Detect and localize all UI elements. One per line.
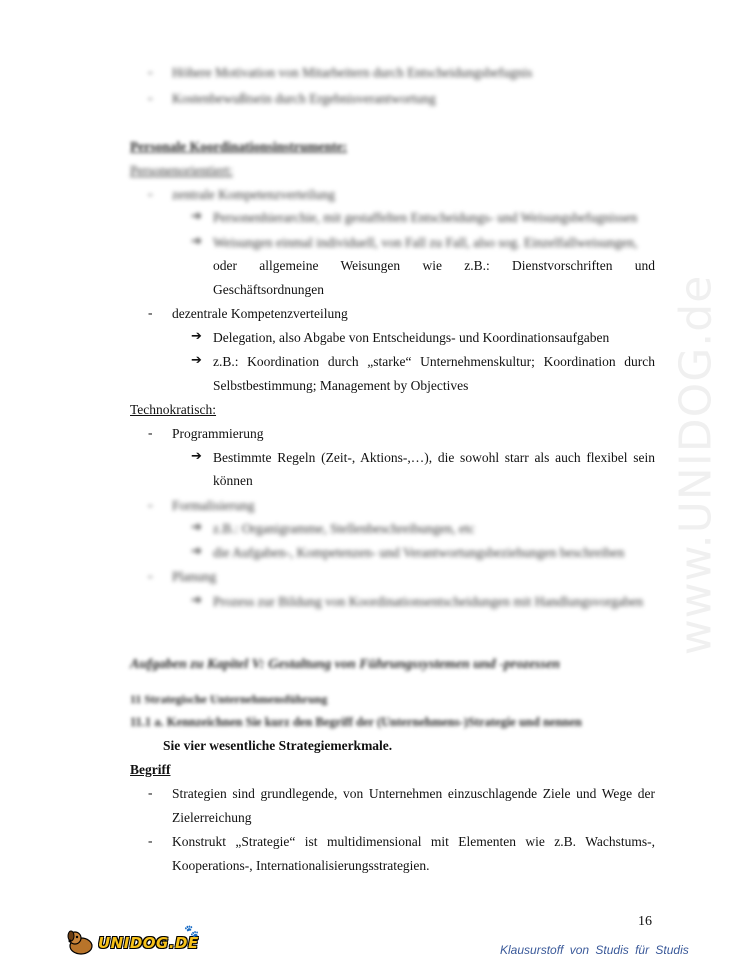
dash: - [148,785,153,800]
bullet-text: Programmierung [172,426,264,441]
question-text: 11.1 a. Kennzeichnen Sie kurz den Begriff der (Unternehmens-)Strategie und nennen [130,715,582,729]
arrow-text: Bestimmte Regeln (Zeit-, Aktions-,…), die sowohl starr als auch flexibel sein [213,450,655,465]
arrow-icon: ➔ [191,329,202,344]
dash: - [148,833,153,848]
bullet-text: Kooperations-, Internationalisierungsstrategien. [172,858,430,873]
bullet-text: Konstrukt „Strategie“ ist multidimensional mit Elementen wie z.B. Wachstums-, [172,834,655,849]
bullet-text: dezentrale Kompetenzverteilung [172,306,348,321]
dash: - [148,305,153,320]
arrow-icon: ➔ [191,593,202,608]
dash: - [148,64,153,79]
dash: - [148,90,153,105]
arrow-text: Delegation, also Abgabe von Entscheidungs- und Koordinationsaufgaben [213,330,610,345]
bullet-text: Planung [172,569,217,584]
logo-text: UNIDOG.DE [98,934,199,952]
chapter-heading: Aufgaben zu Kapitel V: Gestaltung von Führungssystemen und -prozessen [130,657,560,672]
arrow-text: Personenhierarchie, mit gestaffelten Entscheidungs- und Weisungsbefugnissen [213,210,638,225]
dash: - [148,497,153,512]
dash: - [148,568,153,583]
paw-icon: 🐾 [184,924,199,938]
arrow-text: z.B.: Organigramme, Stellenbeschreibungen, etc [213,521,475,536]
arrow-icon: ➔ [191,449,202,464]
arrow-icon: ➔ [191,520,202,535]
section-heading: 11 Strategische Unternehmensführung [130,692,328,706]
unidog-logo [66,924,199,958]
bullet-text: Formalisierung [172,498,255,513]
section-heading: Personale Koordinationsinstrumente: [130,139,348,154]
footer-note: Klausurstoff von Studis für Studis [500,943,689,957]
arrow-icon: ➔ [191,353,202,368]
subheading: Technokratisch: [130,402,217,417]
arrow-text: Prozess zur Bildung von Koordinationsentscheidungen mit Handlungsvorgaben [213,594,644,609]
bullet-text: zentrale Kompetenzverteilung [172,187,336,202]
arrow-text: oder allgemeine Weisungen wie z.B.: Dienstvorschriften und [213,258,655,273]
bullet-text: Zielerreichung [172,810,252,825]
arrow-text: Selbstbestimmung; Management by Objectives [213,378,469,393]
dash: - [148,186,153,201]
arrow-text: Geschäftsordnungen [213,282,324,297]
bullet-text: Kostenbewußtsein durch Ergebnisverantwortung [172,91,436,106]
question-text: Sie vier wesentliche Strategiemerkmale. [163,738,393,753]
arrow-text: können [213,473,253,488]
page-number: 16 [638,914,652,929]
bullet-text: Strategien sind grundlegende, von Unternehmen einzuschlagende Ziele und Wege der [172,786,655,801]
dash: - [148,425,153,440]
arrow-icon: ➔ [191,234,202,249]
subheading: Begriff [130,762,171,777]
subheading: Personenorientiert: [130,163,233,178]
arrow-icon: ➔ [191,209,202,224]
watermark: www.UNIDOG.de [670,274,722,656]
arrow-text: die Aufgaben-, Kompetenzen- und Verantwortungsbeziehungen beschreiben [213,545,625,560]
arrow-icon: ➔ [191,544,202,559]
arrow-text: Weisungen einmal individuell, von Fall zu Fall, also sog. Einzelfallweisungen, [213,235,638,250]
dog-icon [66,928,96,956]
arrow-text: z.B.: Koordination durch „starke“ Unternehmenskultur; Koordination durch [213,354,655,369]
bullet-text: Höhere Motivation von Mitarbeitern durch Entscheidungsbefugnis [172,65,533,80]
